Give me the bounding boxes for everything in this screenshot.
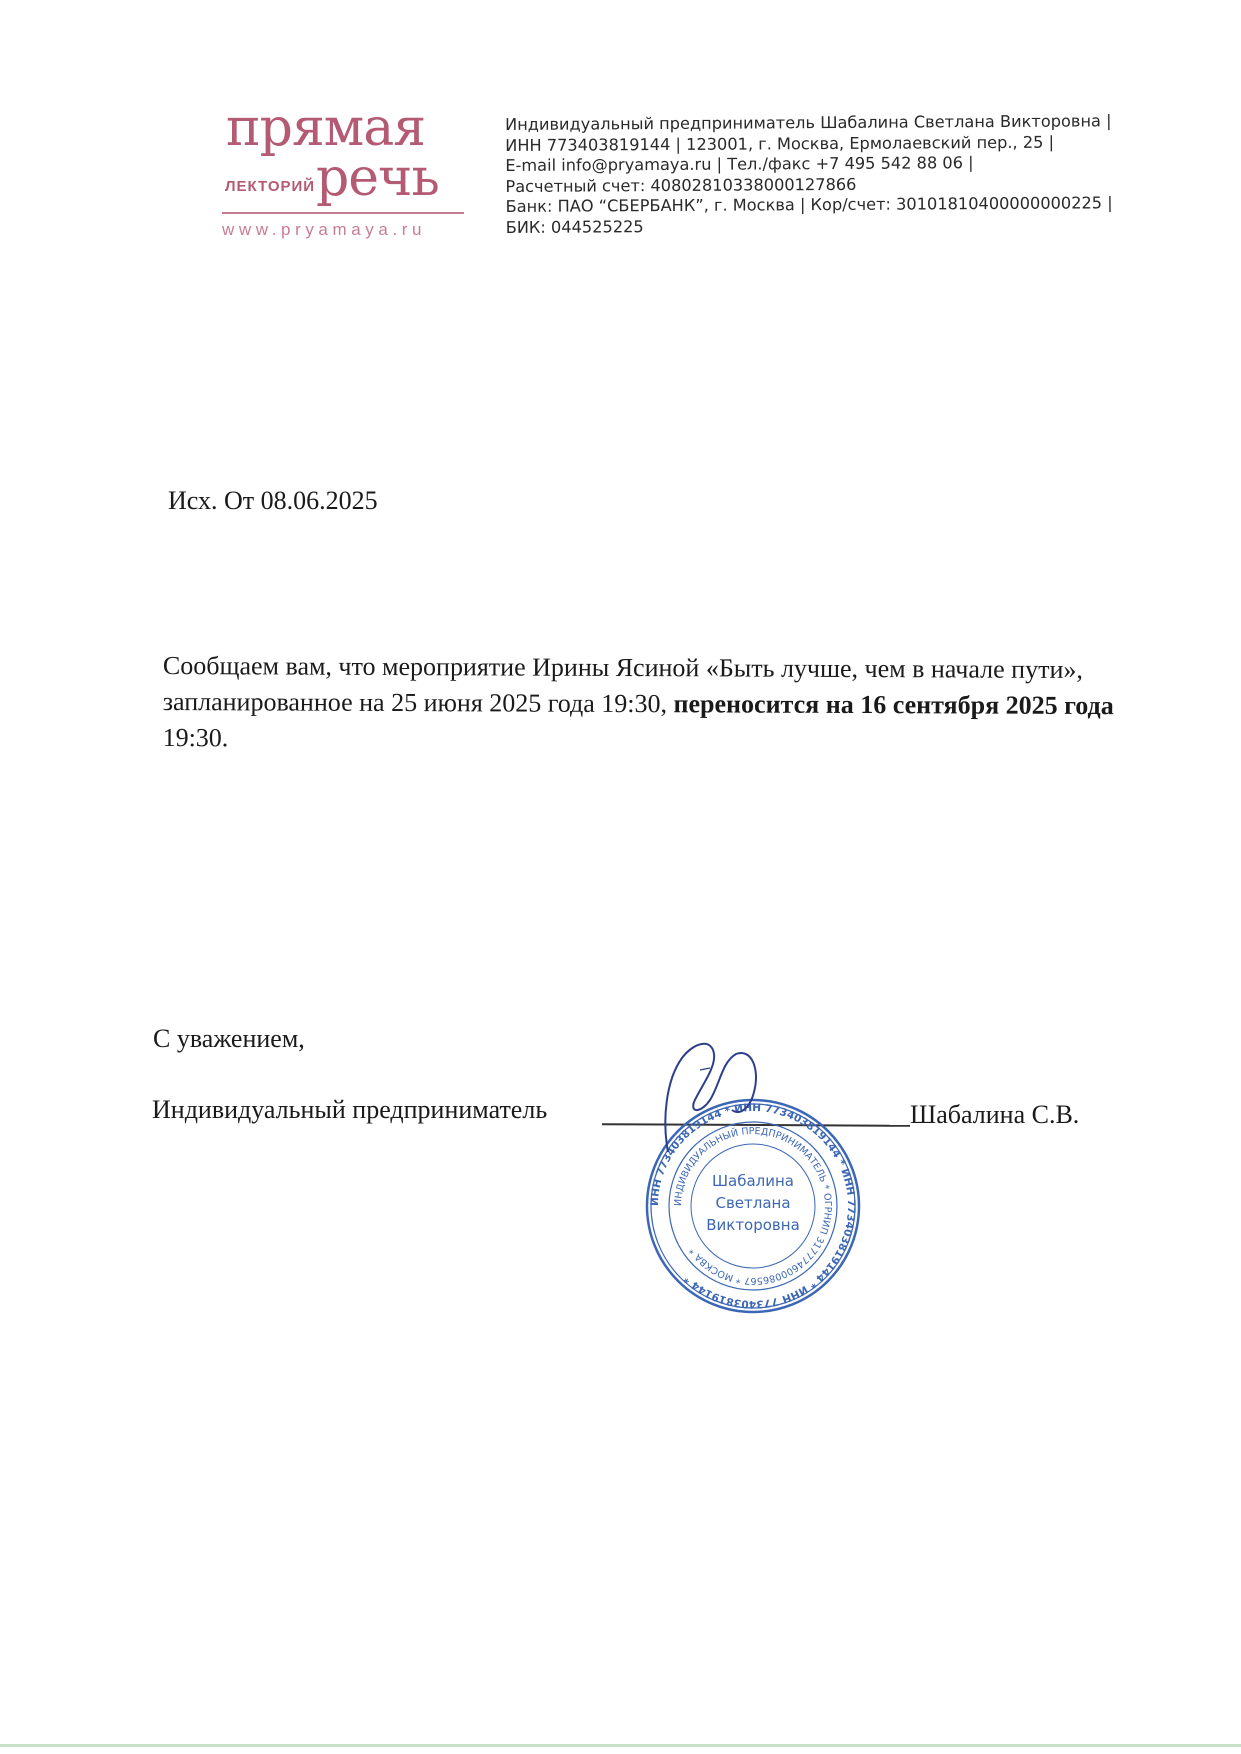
- stamp-inner-ring-text: ИНДИВИДУАЛЬНЫЙ ПРЕДПРИНИМАТЕЛЬ * ОГРНИП 317774600086567 * МОСКВА *: [672, 1125, 834, 1287]
- closing-phrase: С уважением,: [153, 1024, 305, 1053]
- requisites-line: E-mail info@pryamaya.ru | Тел./факс +7 495 542 88 06 |: [505, 153, 974, 175]
- logo-label-lektoriy: ЛЕКТОРИЙ: [225, 178, 316, 195]
- body-text-part1: Сообщаем вам, что мероприятие Ирины Ясиной «Быть лучше, чем в начале пути», запланированное на 25 июня 2025 года 19:30,: [162, 651, 1083, 719]
- requisites-line: Банк: ПАО “СБЕРБАНК”, г. Москва | Кор/счет: 30101810400000000225 |: [505, 193, 1113, 216]
- body-text-part2: 19:30.: [162, 722, 229, 753]
- handwritten-signature: [660, 1040, 770, 1160]
- logo-word-rech: речь: [316, 148, 439, 208]
- company-requisites: [505, 111, 1126, 238]
- logo-word-pryamaya: прямая: [226, 98, 426, 158]
- requisites-line: ИНН 773403819144 | 123001, г. Москва, Ермолаевский пер., 25 |: [505, 132, 1055, 155]
- signer-title: Индивидуальный предприниматель: [152, 1095, 548, 1124]
- signer-name: Шабалина С.В.: [910, 1100, 1080, 1129]
- requisites-line: Индивидуальный предприниматель Шабалина Светлана Викторовна |: [505, 111, 1112, 134]
- requisites-line: Расчетный счет: 40802810338000127866: [505, 174, 857, 196]
- company-logo: [222, 100, 468, 250]
- body-text-bold: переносится на 16 сентября 2025 года: [673, 689, 1114, 721]
- page-bottom-edge: [0, 1744, 1241, 1747]
- logo-divider: [222, 212, 464, 214]
- logo-url: www.pryamaya.ru: [222, 220, 427, 239]
- outgoing-reference: Исх. От 08.06.2025: [168, 486, 378, 515]
- stamp-outer-ring-text: ИНН 773403819144 * ИНН 773403819144 * ИНН 773403819144 * ИНН 773403819144 *: [648, 1101, 858, 1311]
- requisites-line: БИК: 044525225: [505, 216, 644, 237]
- stamp-center-line: Викторовна: [706, 1216, 800, 1234]
- stamp-center-line: Шабалина: [711, 1172, 794, 1190]
- letter-body: [163, 648, 1118, 760]
- stamp-center-line: Светлана: [715, 1194, 791, 1212]
